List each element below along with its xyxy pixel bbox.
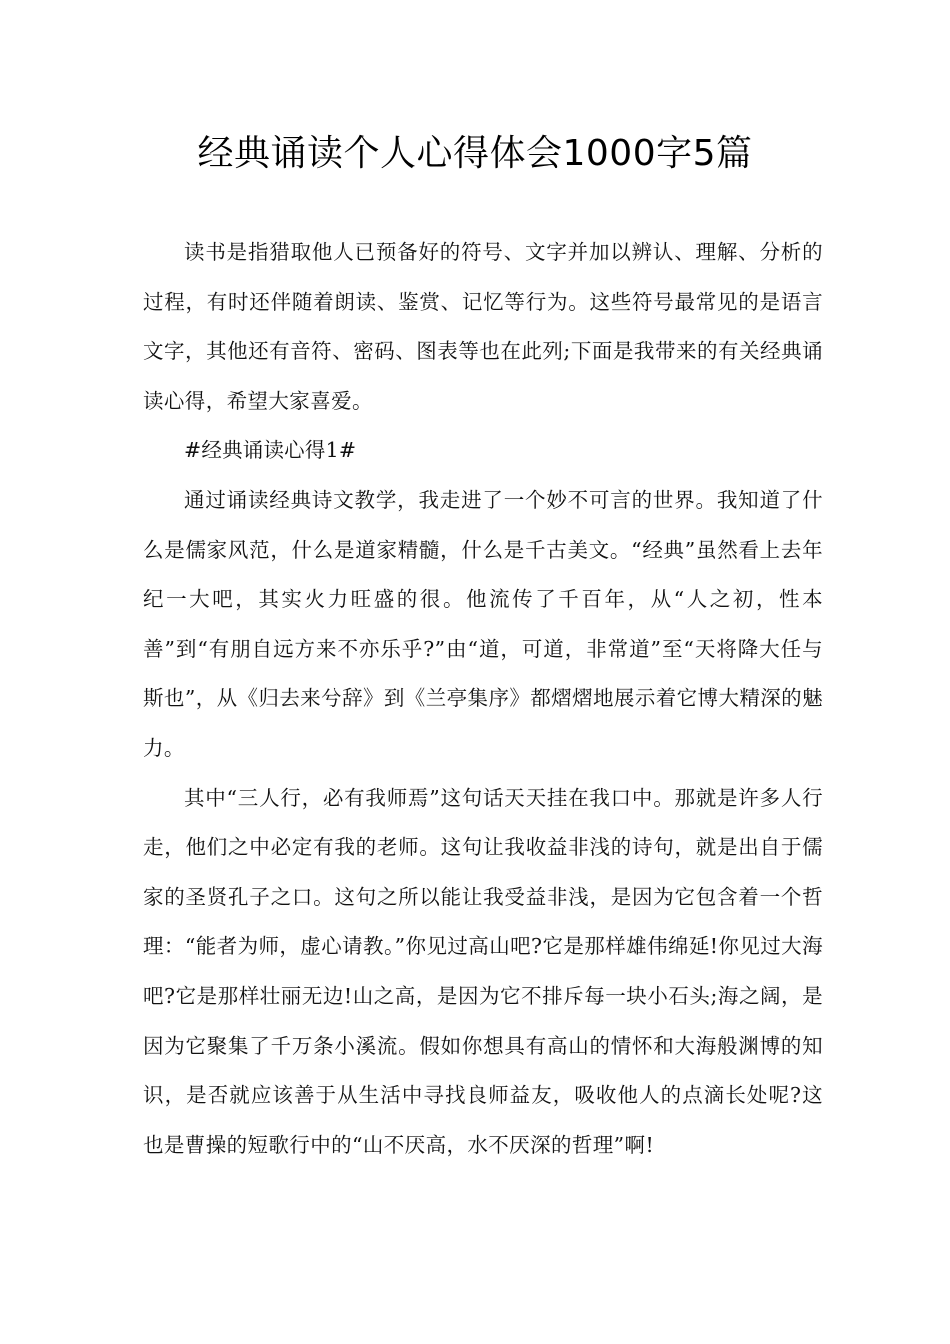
document-title: 经典诵读个人心得体会1000字5篇 (197, 133, 753, 174)
paragraph-classics: 通过诵读经典诗文教学，我走进了一个妙不可言的世界。我知道了什么是儒家风范，什么是道家精髓，什么是千古美文。“经典”虽然看上去年纪一大吧，其实火力旺盛的很。他流传了千百年，从“人之初，性本善”到“有朋自远方来不亦乐乎?”由“道，可道，非常道”至“天将降大任与斯也”，从《归去来兮辞》到《兰亭集序》都熠熠地展示着它博大精深的魅力。 (143, 487, 823, 760)
paragraph-intro: 读书是指猎取他人已预备好的符号、文字并加以辨认、理解、分析的过程，有时还伴随着朗读、鉴赏、记忆等行为。这些符号最常见的是语言文字，其他还有音符、密码、图表等也在此列;下面是我带来的有关经典诵读心得，希望大家喜爱。 (143, 240, 823, 413)
paragraph-three-people: 其中“三人行，必有我师焉”这句话天天挂在我口中。那就是许多人行走，他们之中必定有我的老师。这句让我收益非浅的诗句，就是出自于儒家的圣贤孔子之口。这句之所以能让我受益非浅，是因为它包含着一个哲理：“能者为师，虚心请教。”你见过高山吧?它是那样雄伟绵延!你见过大海吧?它是那样壮丽无边!山之高，是因为它不排斥每一块小石头;海之阔，是因为它聚集了千万条小溪流。假如你想具有高山的情怀和大海般渊博的知识，是否就应该善于从生活中寻找良师益友，吸收他人的点滴长处呢?这也是曹操的短歌行中的“山不厌高，水不厌深的哲理”啊! (143, 785, 823, 1157)
document-body (143, 228, 823, 1170)
section-heading: #经典诵读心得1# (184, 438, 357, 463)
